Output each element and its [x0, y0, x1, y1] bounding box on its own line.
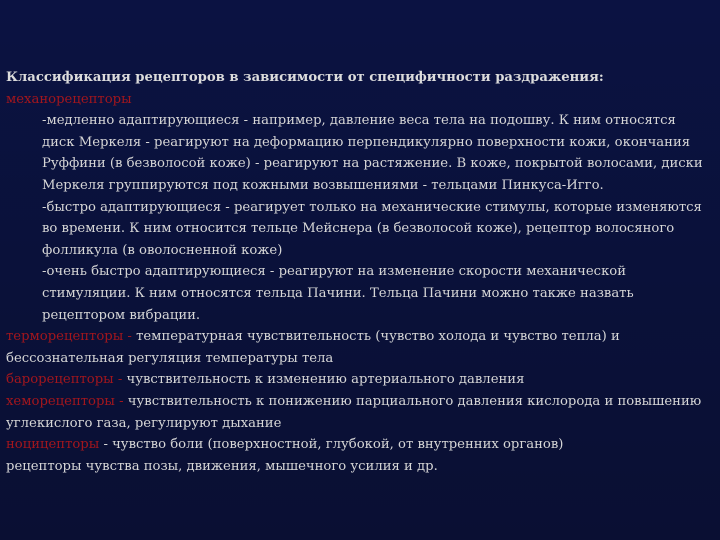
slide-text: [6, 67, 712, 477]
fast-adapting-paragraph: -быстро адаптирующиеся - реагирует только на механические стимулы, которые изменяются во времени. К ним относится тельце Мейснера (в безволосой коже), рецептор волосяного фолликула (в оволосненной коже): [42, 199, 702, 258]
posture-receptors-item: рецепторы чувства позы, движения, мышечного усилия и др.: [6, 458, 438, 474]
slow-adapting-paragraph: -медленно адаптирующиеся - например, давление веса тела на подошву. К ним относятся диск Меркеля - реагируют на деформацию перпендикулярно поверхности кожи, окончания Руффини (в безволосой коже) - реагируют на растяжение. В коже, покрытой волосами, диски Меркеля группируются под кожными возвышениями - тельцами Пинкуса-Игго.: [42, 113, 703, 193]
baroreceptors-item: [6, 369, 712, 391]
thermoreceptors-text: температурная чувствительность (чувство холода и чувство тепла) и бессознательная регуляция температуры тела: [6, 329, 620, 366]
nociceptors-text: - чувство боли (поверхностной, глубокой, от внутренних органов): [99, 437, 564, 453]
baroreceptors-text: чувствительность к изменению артериального давления: [122, 372, 525, 388]
chemoreceptors-item: [6, 391, 712, 434]
very-fast-adapting-paragraph: -очень быстро адаптирующиеся - реагируют на изменение скорости механической стимуляции. К ним относятся тельца Пачини. Тельца Пачини можно также назвать рецептором вибрации.: [42, 264, 634, 323]
baroreceptors-label: барорецепторы -: [6, 372, 123, 388]
thermoreceptors-item: [6, 326, 712, 369]
chemoreceptors-label: хеморецепторы -: [6, 393, 124, 409]
nociceptors-label: ноцицепторы: [6, 437, 100, 453]
mechanoreceptors-heading: механорецепторы: [6, 91, 132, 107]
thermoreceptors-label: терморецепторы -: [6, 329, 132, 345]
slide-title: Классификация рецепторов в зависимости от специфичности раздражения:: [6, 70, 604, 85]
nociceptors-item: [6, 434, 712, 456]
chemoreceptors-text: чувствительность к понижению парциального давления кислорода и повышению углекислого газа, регулируют дыхание: [6, 393, 702, 431]
